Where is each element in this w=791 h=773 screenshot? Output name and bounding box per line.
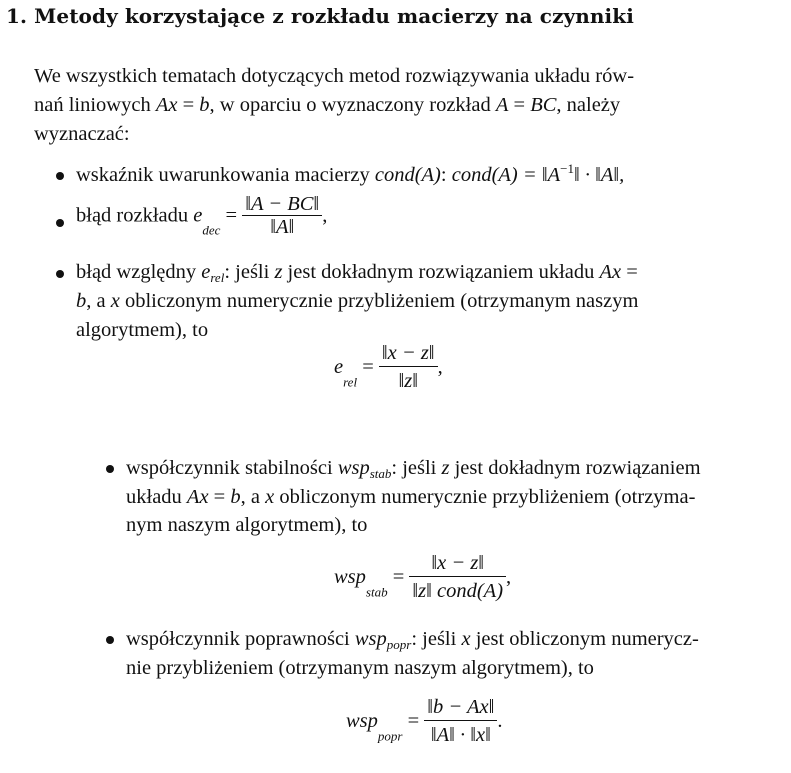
math-subscript: stab	[365, 584, 388, 600]
item-dec	[76, 193, 327, 238]
item-text: jest obliczonym numerycz-	[470, 628, 699, 650]
item-rel-line-1	[76, 258, 638, 287]
item-text: : jeśli	[391, 457, 442, 479]
math-subscript: stab	[369, 466, 392, 481]
equation-rel	[334, 340, 443, 395]
intro-line-3: wyznaczać:	[34, 123, 130, 145]
math-cond-rhs: = ‖A	[517, 164, 561, 186]
math-cond: cond	[374, 164, 415, 186]
math-wsp: wsp	[354, 628, 387, 650]
fraction-numerator: ‖x − z‖	[381, 342, 435, 364]
math-e: e	[334, 356, 344, 379]
math-e: e	[201, 261, 211, 283]
item-text: błąd rozkładu	[76, 204, 194, 227]
math-eq: =	[621, 261, 638, 283]
fraction-rel	[379, 340, 438, 395]
intro-text: nań liniowych	[34, 94, 156, 116]
math-subscript: rel	[210, 270, 225, 285]
math-subscript: popr	[386, 637, 412, 652]
math-eq: =	[387, 566, 410, 589]
math-x: x	[461, 628, 471, 650]
item-text: , a	[86, 290, 111, 312]
item-stab-line-2	[126, 483, 695, 512]
intro-text: , należy	[556, 94, 621, 116]
math-tail: ,	[437, 356, 443, 379]
intro-math-a: A	[495, 94, 509, 116]
math-eq: =	[208, 486, 231, 508]
fraction-denominator: ‖z‖	[398, 370, 418, 393]
math-superscript: −1	[560, 161, 574, 176]
item-rel-line-2	[76, 287, 638, 316]
math-subscript: rel	[343, 374, 358, 390]
math-z: z	[274, 261, 283, 283]
intro-text: , w oparciu o wyznaczony rozkład	[209, 94, 496, 116]
item-text: , a	[240, 486, 266, 508]
item-popr-line-1	[126, 625, 699, 654]
intro-math-eq: =	[508, 94, 531, 116]
math-cond-rhs: ‖ · ‖A‖,	[573, 164, 625, 186]
math-x: x	[110, 290, 120, 312]
fraction-numerator: ‖x − z‖	[431, 552, 485, 574]
item-text: współczynnik stabilności	[126, 457, 338, 479]
fraction-denominator: ‖A‖	[270, 216, 295, 239]
intro-line-2	[34, 91, 750, 120]
math-eq: =	[402, 710, 425, 733]
fraction-denominator: ‖z‖ cond(A)	[412, 580, 504, 603]
math-ax: Ax	[599, 261, 622, 283]
math-tail: ,	[506, 566, 512, 589]
math-tail: ,	[322, 204, 328, 227]
math-wsp: wsp	[337, 457, 370, 479]
fraction-dec	[242, 193, 322, 238]
item-rel-line-3: algorytmem), to	[76, 319, 209, 341]
bullet-dot	[56, 219, 64, 227]
fraction-denominator: ‖A‖ · ‖x‖	[430, 724, 491, 747]
math-ax: Ax	[186, 486, 209, 508]
item-stab-line-3: nym naszym algorytmem), to	[126, 514, 368, 536]
equation-stab	[334, 550, 511, 605]
intro-math-b: b	[199, 94, 210, 116]
math-b: b	[230, 486, 241, 508]
intro-math-eq: =	[177, 94, 200, 116]
item-text: współczynnik poprawności	[126, 628, 355, 650]
math-cond-lhs: cond(A)	[451, 164, 518, 186]
bullet-dot	[56, 172, 64, 180]
item-text: obliczonym numerycznie przybliżeniem (otrzyma-	[274, 486, 696, 508]
intro-math-ax: Ax	[155, 94, 178, 116]
fraction-numerator: ‖b − Ax‖	[427, 696, 495, 718]
item-text: : jeśli	[224, 261, 275, 283]
item-stab-line-1	[126, 454, 701, 483]
item-popr-line-2: nie przybliżeniem (otrzymanym naszym algorytmem), to	[126, 657, 594, 679]
math-wsp: wsp	[334, 566, 366, 589]
intro-line-1: We wszystkich tematach dotyczących metod rozwiązywania układu rów-	[34, 65, 635, 87]
item-text: :	[440, 164, 452, 186]
math-eq: =	[220, 204, 243, 227]
item-text: obliczonym numerycznie przybliżeniem (otrzymanym naszym	[119, 290, 639, 312]
equation-popr	[346, 694, 503, 749]
item-text: wskaźnik uwarunkowania macierzy	[76, 164, 375, 186]
item-text: jest dokładnym rozwiązaniem	[449, 457, 701, 479]
math-arg: (A)	[414, 164, 441, 186]
math-wsp: wsp	[346, 710, 378, 733]
fraction-numerator: ‖A − BC‖	[245, 193, 320, 215]
math-z: z	[441, 457, 450, 479]
bullet-dot	[106, 465, 114, 473]
fraction-stab	[409, 550, 506, 605]
math-subscript: popr	[377, 728, 403, 744]
item-text: błąd względny	[76, 261, 202, 283]
fraction-popr	[424, 694, 497, 749]
item-text: jest dokładnym rozwiązaniem układu	[282, 261, 600, 283]
intro-math-bc: BC	[530, 94, 557, 116]
math-b: b	[76, 290, 87, 312]
math-subscript: dec	[202, 222, 221, 238]
math-x: x	[265, 486, 275, 508]
item-cond	[76, 161, 624, 190]
item-text: układu	[126, 486, 187, 508]
item-text: : jeśli	[411, 628, 462, 650]
bullet-dot	[56, 270, 64, 278]
math-eq: =	[357, 356, 379, 379]
section-title: 1. Metody korzystające z rozkładu macierzy na czynniki	[6, 4, 634, 28]
math-e: e	[193, 204, 203, 227]
bullet-dot	[106, 636, 114, 644]
math-tail: .	[497, 710, 503, 733]
intro-paragraph	[34, 62, 750, 149]
